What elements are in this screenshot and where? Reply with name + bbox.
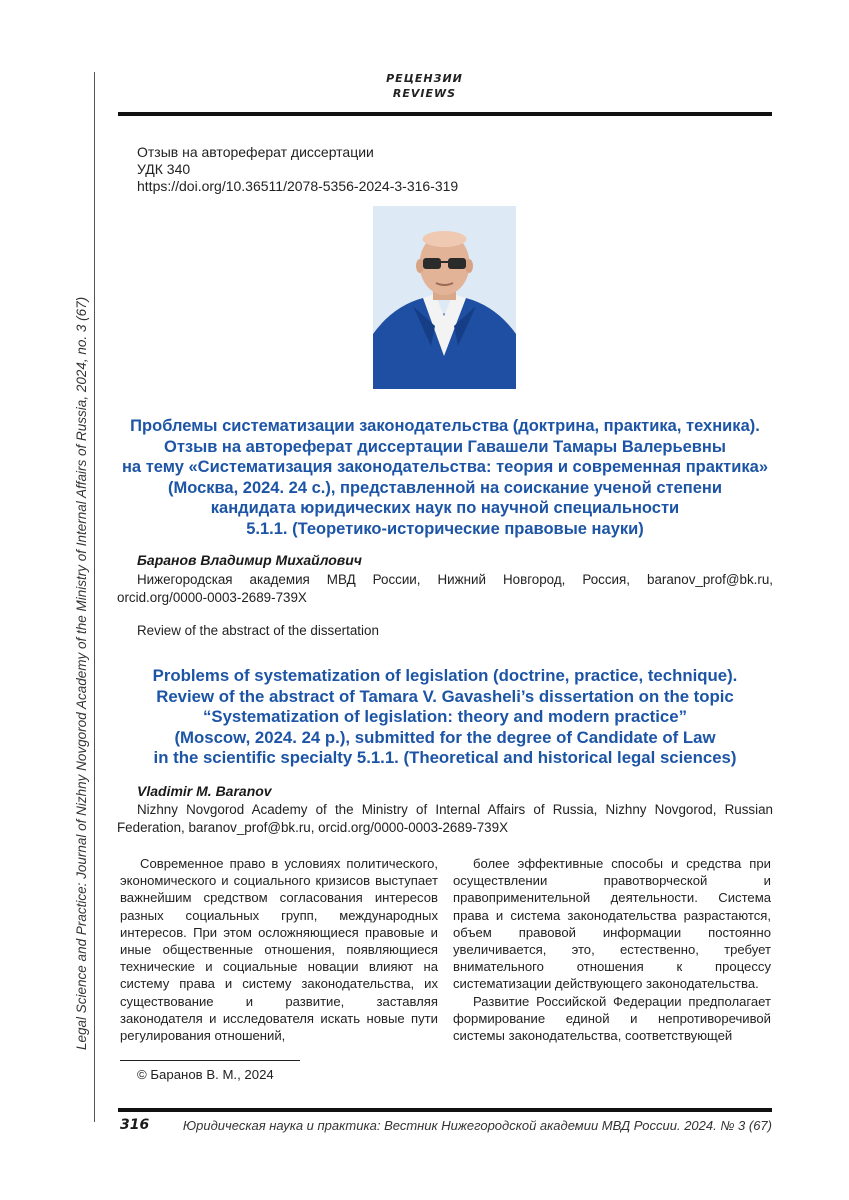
body-column-left xyxy=(120,855,438,1044)
journal-footer: Юридическая наука и практика: Вестник Нижегородской академии МВД России. 2024. № 3 (67) xyxy=(182,1118,772,1133)
title-en xyxy=(110,666,780,769)
title-ru-line: на тему «Систематизация законодательства: теория и современная практика» xyxy=(121,458,769,476)
body-paragraph: Развитие Российской Федерации предполагает формирование единой и непротиворечивой системы законодательства, соответствующей xyxy=(453,993,771,1044)
article-type: Отзыв на автореферат диссертации xyxy=(137,144,374,160)
title-ru-line: 5.1.1. (Теоретико-исторические правовые науки) xyxy=(246,519,644,538)
bottom-rule xyxy=(118,1108,772,1112)
body-paragraph: более эффективные способы и средства при осуществлении правотворческой и правоприменительной деятельности. Система права и система законодательства разрастаются, объем правовой информации постоянно увеличивается, это, естественно, требует внимательного отношения к процессу систематизации действующего законодательства. xyxy=(453,856,771,992)
article-meta xyxy=(137,144,458,195)
author-name-ru: Баранов Владимир Михайлович xyxy=(137,552,362,568)
title-en-line: in the scientific specialty 5.1.1. (Theoretical and historical legal sciences) xyxy=(153,748,737,767)
title-ru-line: кандидата юридических наук по научной специальности xyxy=(210,499,680,517)
author-affiliation-ru: Нижегородская академия МВД России, Нижний Новгород, Россия, baranov_prof@bk.ru, orcid.org/0000-0003-2689-739X xyxy=(117,572,773,605)
side-rule xyxy=(94,72,95,1122)
section-heading-ru: РЕЦЕНЗИИ xyxy=(386,72,463,85)
udc-code: УДК 340 xyxy=(137,161,191,177)
author-photo xyxy=(373,206,516,389)
title-en-line: Review of the abstract of Tamara V. Gavasheli’s dissertation on the topic xyxy=(156,686,734,706)
section-heading-en: REVIEWS xyxy=(392,87,457,100)
title-en-line: (Moscow, 2024. 24 p.), submitted for the degree of Candidate of Law xyxy=(174,727,716,747)
top-rule xyxy=(118,112,772,116)
body-column-right xyxy=(453,855,771,1044)
title-ru-line: Проблемы систематизации законодательства (доктрина, практика, техника). xyxy=(130,417,760,435)
copyright-footnote: © Баранов В. М., 2024 xyxy=(137,1067,274,1082)
title-ru xyxy=(110,416,780,539)
doi-link[interactable]: https://doi.org/10.36511/2078-5356-2024-3-316-319 xyxy=(137,178,459,194)
author-affiliation-en: Nizhny Novgorod Academy of the Ministry of Internal Affairs of Russia, Nizhny Novgorod, Russian Federation, baranov_prof@bk.ru, orcid.org/0000-0003-2689-739X xyxy=(117,802,773,835)
title-ru-line: (Москва, 2024. 24 с.), представленной на соискание ученой степени xyxy=(167,478,723,497)
review-label-en: Review of the abstract of the dissertation xyxy=(137,623,379,638)
body-paragraph: Современное право в условиях политического, экономического и социального кризисов выступает важнейшим средством согласования интересов разных социальных групп, международных интересов. При этом осложняющиеся правовые и иные общественные отношения, появляющиеся технические и социальные новации влияют на систему права и систему законодательства, их существование и развитие, заставляя законодателя и исследователя искать новые пути регулирования отношений, xyxy=(120,856,438,1044)
title-ru-line: Отзыв на автореферат диссертации Гавашели Тамары Валерьевны xyxy=(163,437,726,456)
page-number: 316 xyxy=(120,1117,150,1133)
author-portrait-illustration xyxy=(373,206,516,389)
side-running-title: Legal Science and Practice: Journal of Nizhny Novgorod Academy of the Ministry of Internal Affairs of Russia, 2024, no. 3 (67) xyxy=(74,296,89,1050)
footnote-rule xyxy=(120,1060,300,1061)
title-en-line: “Systematization of legislation: theory and modern practice” xyxy=(203,707,687,726)
title-en-line: Problems of systematization of legislation (doctrine, practice, technique). xyxy=(152,666,738,685)
author-name-en: Vladimir M. Baranov xyxy=(137,783,272,799)
